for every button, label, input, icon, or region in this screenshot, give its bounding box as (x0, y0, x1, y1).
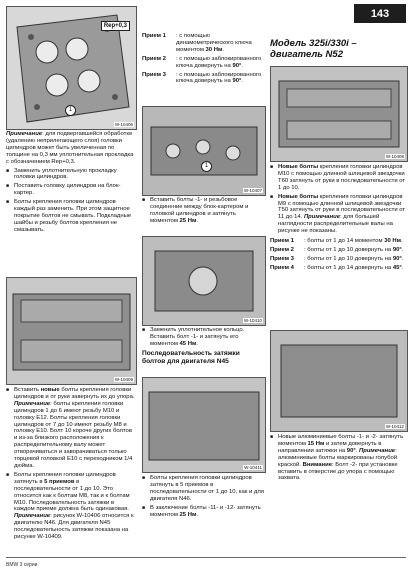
figure-tightening-sequence-n45 (142, 377, 266, 473)
rep-tag: Rep+0,3 (101, 21, 130, 31)
step-row: Прием 2 : болты от 1 до 10 довернуть на 90°. (270, 247, 404, 254)
note-rep: Примечание: для подвергавшейся обработке (удалению неприлегающего слоя) головки цилиндров может быть увеличенная по толщине на 0,3 мм уплотнительная прокладка с обозначением Rep+0,3. (6, 131, 134, 165)
figure-tightening-sequence-n46 (6, 277, 137, 385)
bullet-seal: ■ Заменить уплотнительное кольцо. Вставить болт -1- и затянуть его моментом 45 Нм. (142, 327, 264, 348)
steps-a (142, 33, 264, 85)
figure-bolt-1 (142, 106, 266, 196)
bullet-m10-bolts: ■ Новые болты крепления головки цилиндров М10 с помощью длинной шлицевой звездочки T60 затянуть от руки в последовательности от 1 до 10. (270, 164, 406, 192)
bullet-item: ■ Болты крепления головки цилиндров затянуть в 5 приемов в последовательности от 1 до 10. Это относится как к болтам М8, так и к болтам М10. Последовательность затяжки в каждом приеме должна быть одинаковая. Примечание: рисунок W-10406 относится к двигателю N46. Для двигателя N45 последовательность затяжки показана на рисунке W-10409. (6, 472, 135, 541)
figure-code: W-10411 (244, 465, 262, 470)
bullet-item: ■ Поставить головку цилиндров на блок-картер. (6, 183, 135, 197)
bullets-b (6, 387, 135, 541)
column-2-lower (142, 327, 264, 367)
bullet-bolts-11-12: ■ В заключение болты -11- и -12- затянуть моментом 25 Нм. (142, 505, 264, 519)
steps-b (270, 238, 406, 272)
column-3-bottom (270, 434, 406, 484)
bullet-bolts-1: ■ Вставить болты -1- и резьбовое соединение между блок-картером и головкой цилиндров и затянуть моментом 25 Нм. (142, 197, 264, 225)
column-1-top (6, 131, 135, 236)
bullet-item: ■ Вставить новые болты крепления головки цилиндров и от руки завернуть их до упора. Примечание: болты крепления головки цилиндров 1 до 6 имеют резьбу М10 и головку E12. Болты крепления головки цилиндров от 7 до 10 имеют резьбу М8 и головку E10. Болт 10 короче других болтов и из-за близкого расположения к распределительному валу может отворачиваться и заворачиваться только торцевой головкой E10 с переходником 1/4 дюйма. (6, 387, 135, 470)
step-row: Прием 4 : болты от 1 до 14 довернуть на 45°. (270, 265, 404, 272)
bullets-a (6, 168, 135, 234)
figure-bolt-seal (142, 236, 266, 326)
bullet-m9-bolts: ■ Новые болты крепления головки цилиндров М9 с помощью длинной шлицевой звездочки T50 затянуть от руки в последовательности от 11 до 14. Примечание: для большей наглядности распределительные валы на рисунке не показаны. (270, 194, 406, 235)
column-2-steps (142, 33, 264, 87)
figure-aluminium-bolts (270, 330, 408, 432)
figure-n52-head (270, 66, 408, 162)
column-1-bottom (6, 387, 135, 543)
step-row: Прием 1 : болты от 1 до 14 моментом 30 Нм. (270, 238, 403, 245)
figure-head-gasket (6, 6, 137, 130)
figure-callout: 1 (65, 105, 76, 116)
figure-code: W-10409 (114, 377, 133, 382)
section-title-n52: Модель 325i/330i – двигатель N52 (270, 38, 357, 60)
footer-text: BMW 3 серии (6, 562, 38, 568)
figure-code: W-10410 (243, 318, 262, 323)
step-row: Прием 1 : с помощью динамометрического ключа моментом 30 Нм. (142, 33, 252, 53)
figure-code: W-10408 (385, 154, 404, 159)
figure-code: W-10406 (114, 122, 133, 127)
bullet-sequence-n45: ■ Болты крепления головки цилиндров затянуть в 5 приемов в последовательности от 1 до 10, как и для двигателя N46. (142, 475, 264, 503)
section-heading-n45: Последовательность затяжки болтов для двигателя N45 (142, 349, 240, 365)
bullet-item: ■ Болты крепления головки цилиндров каждый раз заменить. При этом защитное покрытие болтов не смывать. Подкладные шайбы и резьбу болтов крепления не смазывать. (6, 199, 135, 234)
step-row: Прием 2 : с помощью заблокированного ключа довернуть на 90°. (142, 55, 262, 69)
bullet-item: ■ Заменить уплотнительную прокладку головки цилиндров. (6, 168, 135, 182)
column-2-mid (142, 197, 264, 227)
figure-code: W-10412 (385, 424, 404, 429)
column-3-top (270, 164, 406, 274)
page-number: 143 (354, 4, 406, 23)
step-row: Прием 3 : болты от 1 до 10 довернуть на 90°. (270, 256, 404, 263)
step-row: Прием 3 : с помощью заблокированного ключа довернуть на 90°. (142, 71, 262, 85)
figure-code: W-10407 (243, 188, 262, 193)
column-2-bottom (142, 475, 264, 520)
figure-callout: 1 (201, 161, 212, 172)
bullet-aluminium-bolts: ■ Новые алюминиевые болты -1- и -2- затянуть моментом 15 Нм и затем довернуть в направлении затяжки на 90°. Примечание: алюминиевые болты маркированы голубой краской. Внимание: Болт -2- при установке вставить в отверстие до упора с помощью захвата. (270, 434, 406, 482)
footer-rule (6, 557, 406, 558)
